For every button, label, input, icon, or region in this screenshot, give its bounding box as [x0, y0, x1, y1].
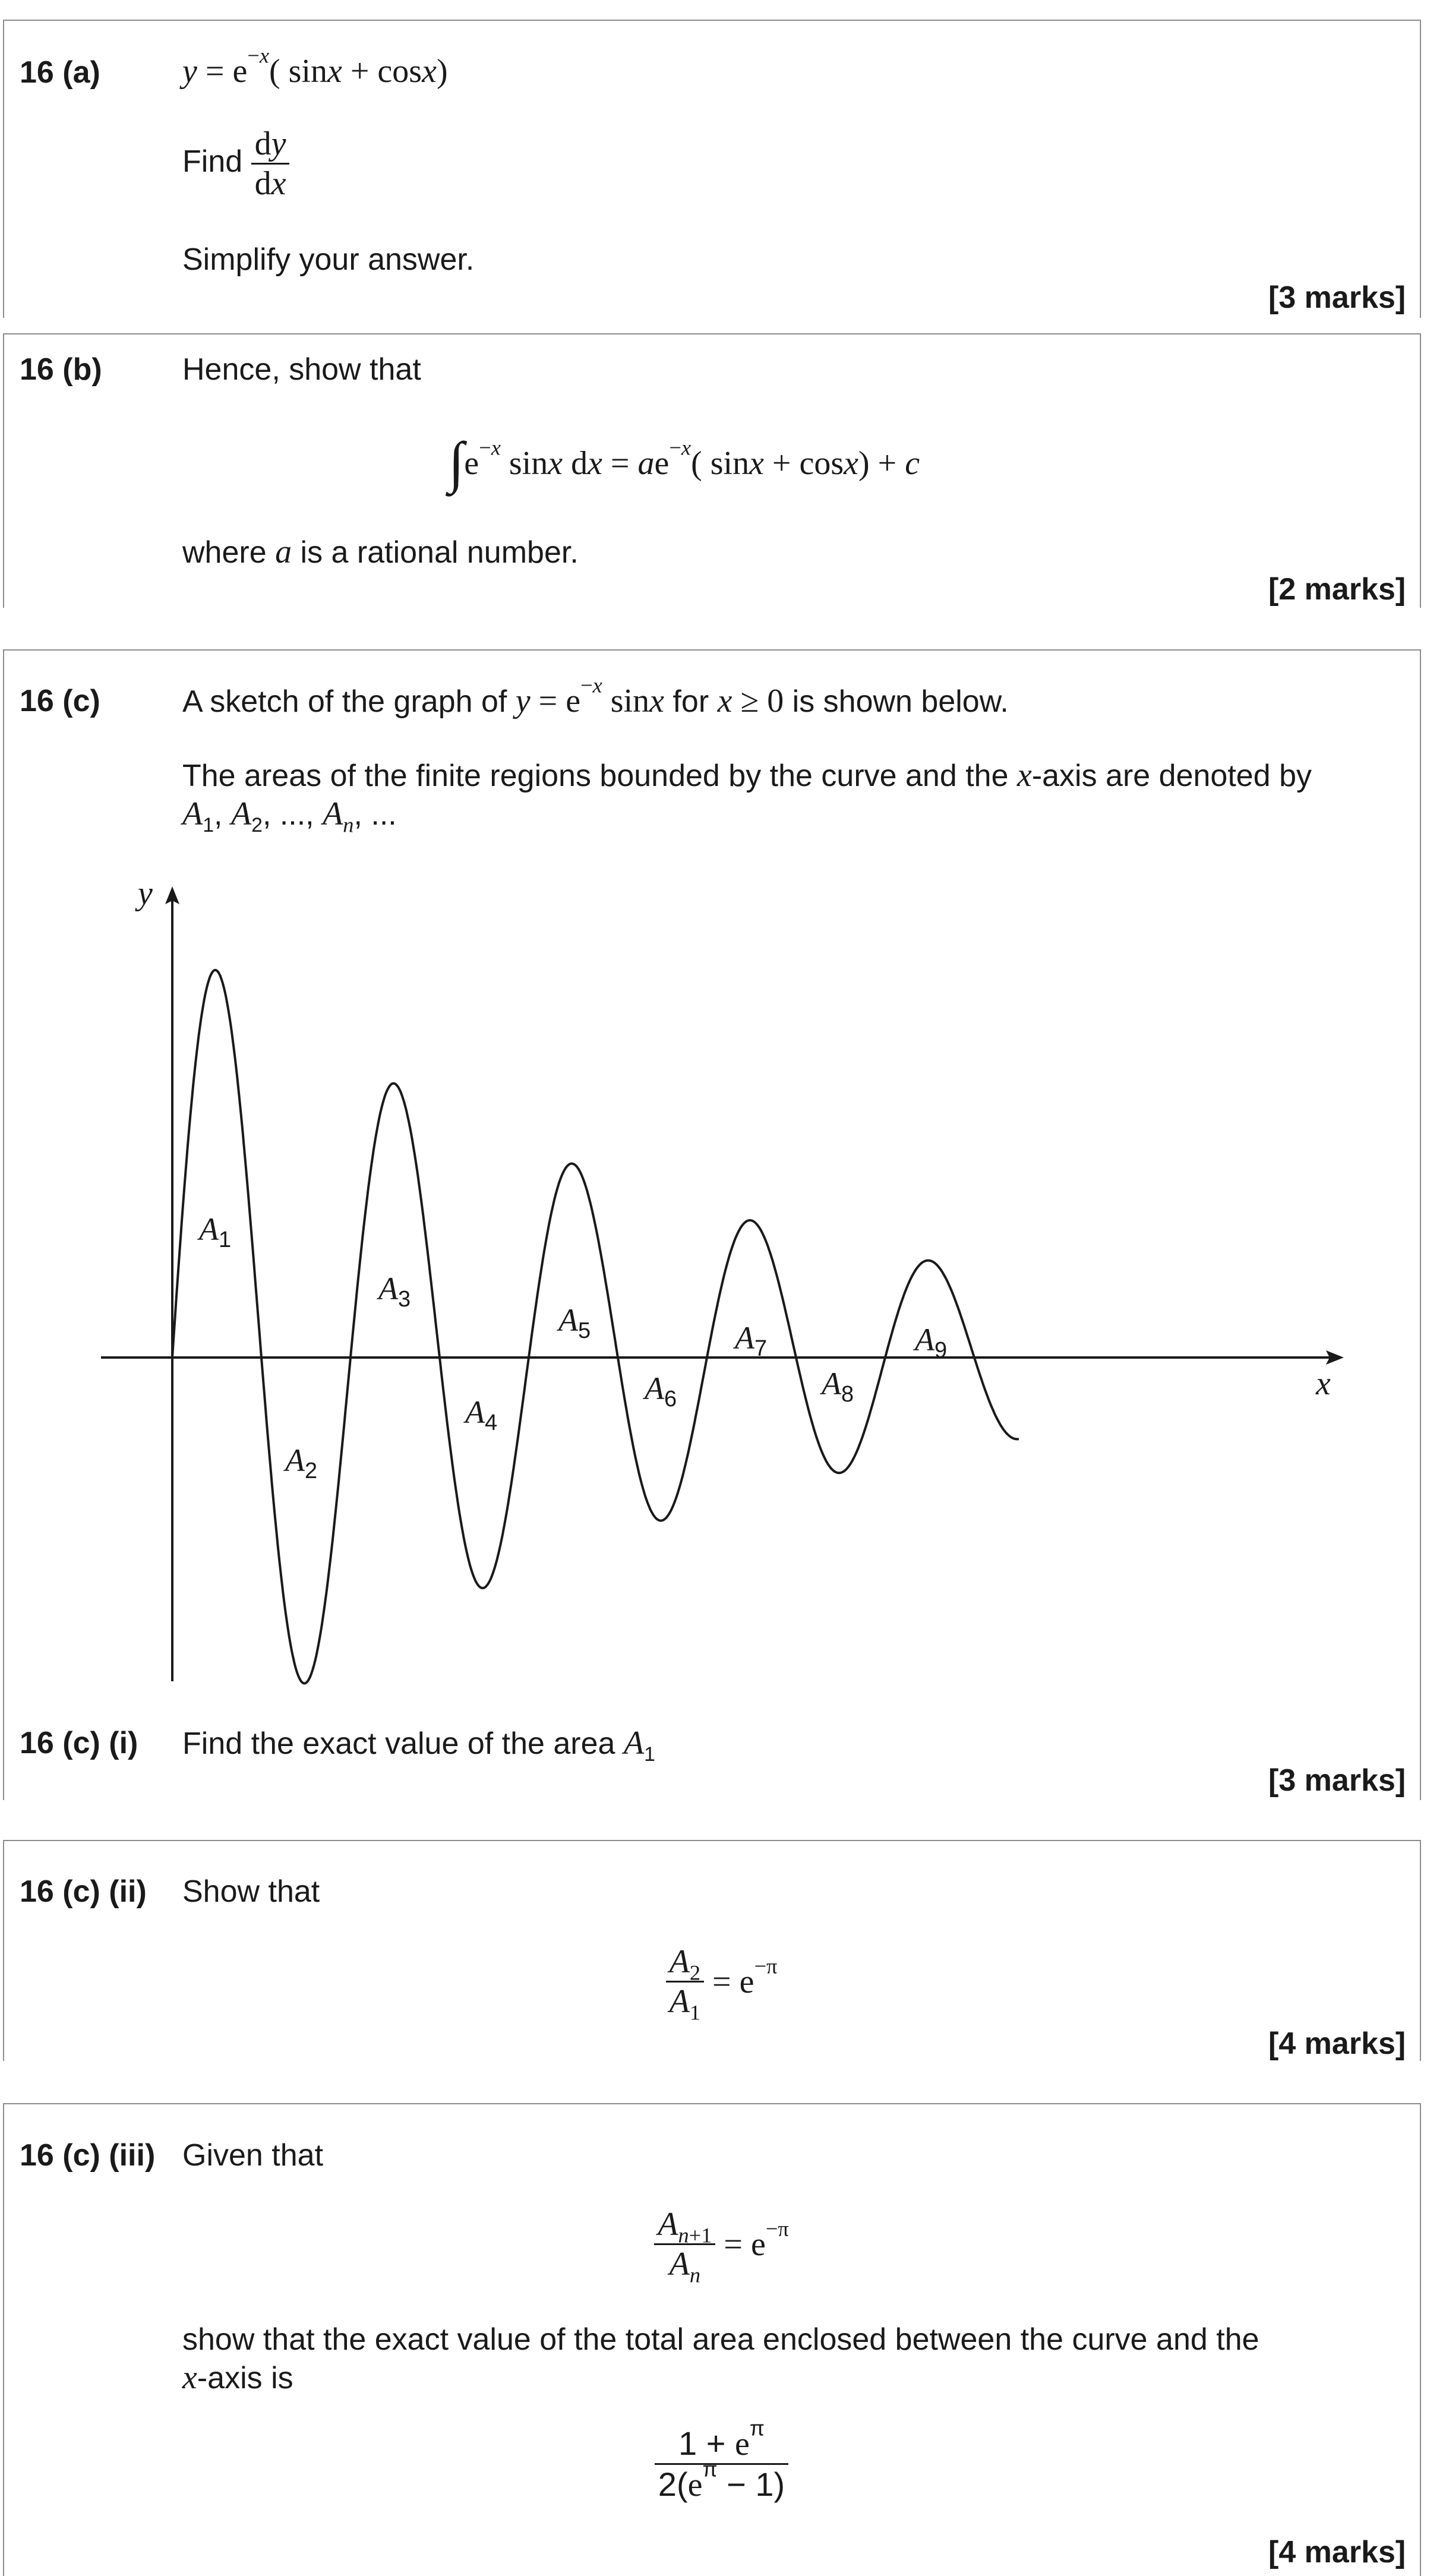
- question-label: 16 (c) (iii): [20, 2138, 156, 2173]
- intro-text: Given that: [182, 2138, 324, 2173]
- result-denominator: $2(e^\pi - 1)$: [655, 2463, 788, 2504]
- question-label: 16 (c) (i): [20, 1726, 138, 1760]
- where-text: where a is a rational number.: [182, 533, 579, 570]
- ratio-denominator: $A_n$: [654, 2243, 715, 2283]
- region-label-a9: $A_9$: [915, 1322, 948, 1363]
- areas-text-line-1: The areas of the finite regions bounded by the curve and the x-axis are denoted by: [182, 757, 1312, 794]
- find-text: Find: [182, 144, 243, 179]
- result-fraction: [655, 2416, 788, 2504]
- marks-label: [3 marks]: [1268, 280, 1406, 315]
- intro-post: is shown below.: [792, 684, 1009, 719]
- find-area-label: Find the exact value of the area: [182, 1726, 615, 1761]
- derivative-fraction: [251, 125, 290, 203]
- region-label-a6: $A_6$: [645, 1371, 677, 1412]
- ratio-denominator: $A_1$: [666, 1981, 704, 2021]
- region-label-a1: $A_1$: [199, 1211, 232, 1252]
- y-axis-label: y: [138, 875, 153, 912]
- region-label-a4: $A_4$: [465, 1394, 498, 1435]
- region-label-a8: $A_8$: [822, 1366, 854, 1407]
- integral-equation: $\int e^{-x}$ sinx dx = $ae^{-x}$( sinx + cosx) + c: [449, 430, 920, 494]
- marks-label: [4 marks]: [1268, 2026, 1406, 2061]
- region-label-a3: $A_3$: [378, 1271, 411, 1312]
- region-label-a7: $A_7$: [735, 1320, 768, 1361]
- result-numerator: $1 + e^\pi$: [678, 2416, 765, 2463]
- show-text-line-1: show that the exact value of the total area enclosed between the curve and the: [182, 2322, 1259, 2357]
- ratio-equation: $\frac{A_{n+1}}{A_n}$ = $e^{-\pi}$: [0, 2205, 1443, 2283]
- marks-label: [4 marks]: [1268, 2535, 1406, 2569]
- find-derivative: [182, 125, 289, 203]
- equation: $y = e^{-x}$( sinx + cosx): [182, 43, 448, 90]
- derivative-numerator: dy: [254, 125, 286, 162]
- area-symbol: A: [623, 1725, 645, 1761]
- question-label: 16 (c): [20, 684, 100, 718]
- ratio-equation: $\frac{A_2}{A_1}$ = $e^{-\pi}$: [0, 1943, 1443, 2021]
- region-labels: [197, 1211, 947, 1483]
- marks-label: [2 marks]: [1268, 572, 1406, 607]
- region-label-a5: $A_5$: [558, 1302, 591, 1343]
- ratio-fraction: [654, 2205, 715, 2287]
- intro-text: Hence, show that: [182, 352, 421, 387]
- x-axis-label: x: [1316, 1365, 1331, 1402]
- find-area-text: [182, 1725, 655, 1766]
- region-label-a2: $A_2$: [285, 1442, 318, 1483]
- ratio-fraction: [666, 1943, 704, 2025]
- question-label: 16 (a): [20, 55, 100, 90]
- intro-pre: A sketch of the graph of: [182, 684, 507, 719]
- marks-label: [3 marks]: [1268, 1763, 1406, 1798]
- result-expression: [0, 2416, 1443, 2504]
- intro-text: Show that: [182, 1874, 320, 1909]
- derivative-denominator: dx: [251, 163, 290, 203]
- show-text-line-2: x-axis is: [182, 2359, 293, 2396]
- intro-text: A sketch of the graph of $y = e^{-x}$ sinx for x ≥ 0 is shown below.: [182, 673, 1009, 719]
- decaying-sine-graph: [0, 867, 1443, 1729]
- ratio-numerator: $A_2$: [669, 1943, 701, 1985]
- areas-text-line-2: $A_1$, $A_2$, ..., $A_n$, ...: [182, 795, 397, 837]
- question-label: 16 (b): [20, 352, 102, 387]
- question-label: 16 (c) (ii): [20, 1874, 147, 1909]
- ratio-numerator: $A_{n+1}$: [658, 2206, 712, 2247]
- area-subscript: 1: [644, 1742, 655, 1766]
- curve: [172, 970, 1019, 1684]
- instruction-text: Simplify your answer.: [182, 242, 475, 277]
